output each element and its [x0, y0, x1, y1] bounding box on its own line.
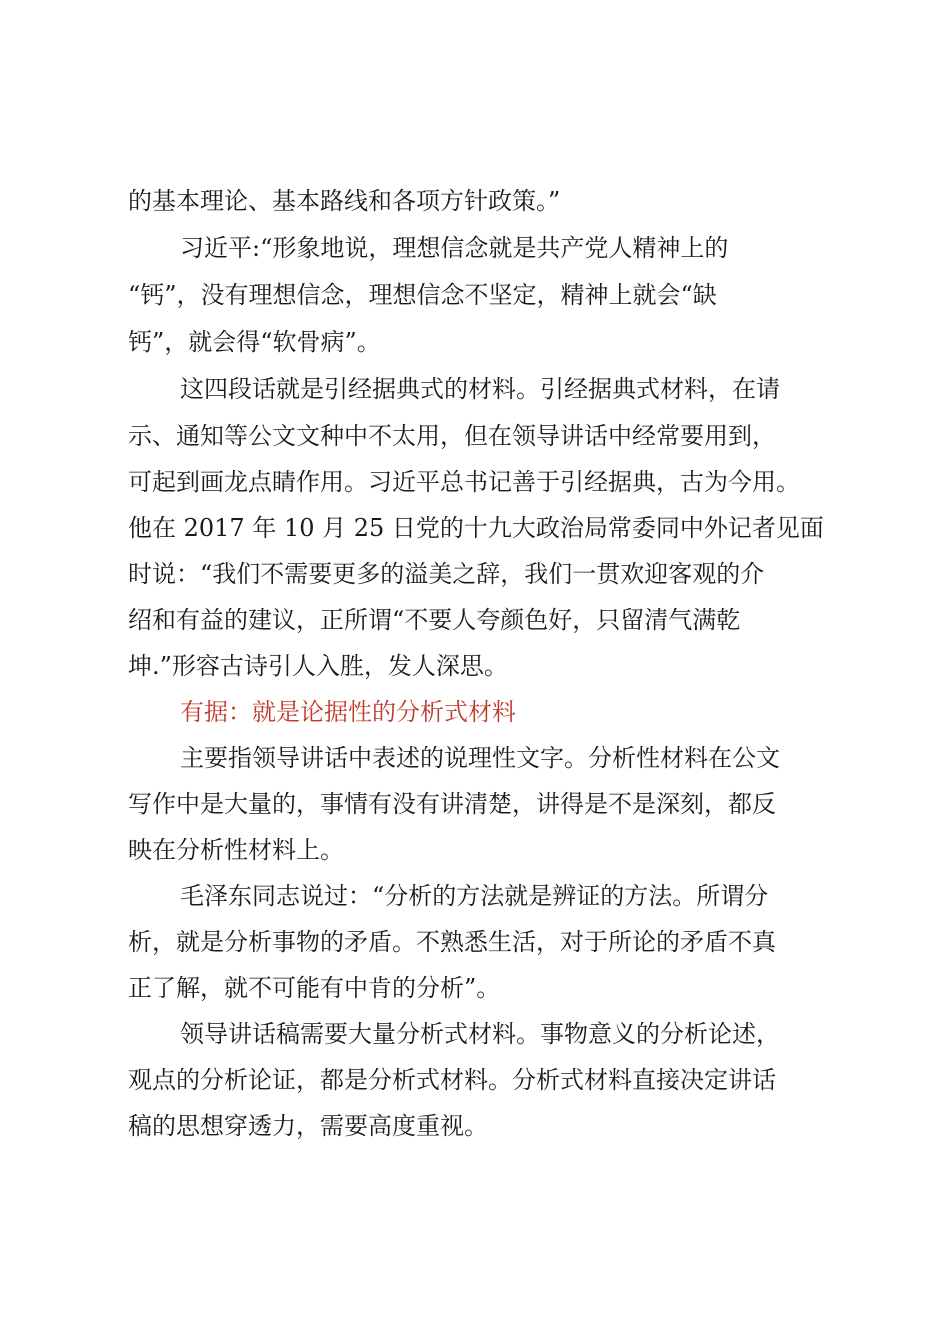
text-line: 映在分析性材料上。 — [128, 836, 344, 864]
text-line: 正了解，就不可能有中肯的分析”。 — [128, 974, 501, 1002]
text-line: 写作中是大量的，事情有没有讲清楚，讲得是不是深刻，都反 — [128, 790, 776, 818]
text-line: 钙”，就会得“软骨病”。 — [128, 328, 381, 356]
text-line: 稿的思想穿透力，需要高度重视。 — [128, 1112, 488, 1140]
text-line: 毛泽东同志说过：“分析的方法就是辨证的方法。所谓分 — [180, 882, 769, 910]
text-line: 习近平:“形象地说，理想信念就是共产党人精神上的 — [180, 234, 729, 262]
text-line: 的基本理论、基本路线和各项方针政策。” — [128, 187, 561, 215]
text-line: 可起到画龙点睛作用。习近平总书记善于引经据典，古为今用。 — [128, 468, 800, 496]
text-line: “钙”，没有理想信念，理想信念不坚定，精神上就会“缺 — [128, 281, 717, 309]
text-line: 示、通知等公文文种中不太用，但在领导讲话中经常要用到， — [128, 422, 776, 450]
text-line: 坤.”形容古诗引人入胜，发人深思。 — [128, 652, 508, 680]
text-line: 绍和有益的建议，正所谓“不要人夸颜色好，只留清气满乾 — [128, 606, 741, 634]
text-line: 领导讲话稿需要大量分析式材料。事物意义的分析论述， — [180, 1020, 780, 1048]
text-line: 观点的分析论证，都是分析式材料。分析式材料直接决定讲话 — [128, 1066, 776, 1094]
text-line: 主要指领导讲话中表述的说理性文字。分析性材料在公文 — [180, 744, 780, 772]
text-line: 时说：“我们不需要更多的溢美之辞，我们一贯欢迎客观的介 — [128, 560, 765, 588]
text-line: 析，就是分析事物的矛盾。不熟悉生活，对于所论的矛盾不真 — [128, 928, 776, 956]
text-line: 这四段话就是引经据典式的材料。引经据典式材料，在请 — [180, 375, 780, 403]
text-line: 他在 2017 年 10 月 25 日党的十九大政治局常委同中外记者见面 — [128, 514, 824, 542]
section-heading: 有据：就是论据性的分析式材料 — [180, 698, 516, 726]
